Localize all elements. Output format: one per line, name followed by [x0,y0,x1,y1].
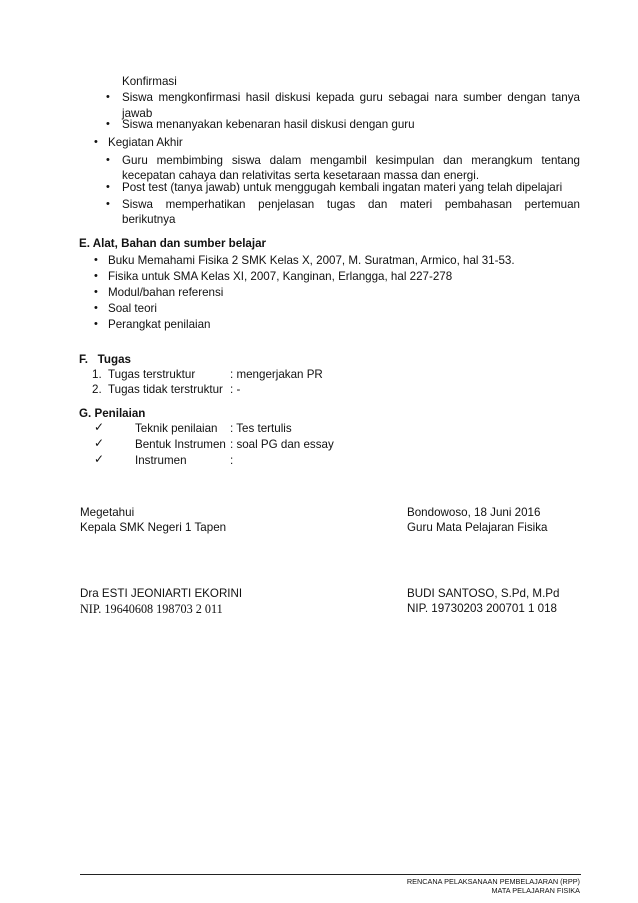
bullet-icon: • [94,286,98,298]
section-e-item-4: Soal teori [108,302,157,315]
konfirmasi-item-2: Siswa menanyakan kebenaran hasil diskusi dengan guru [122,118,415,131]
signature-left-nip: NIP. 19640608 198703 2 011 [80,602,223,616]
penilaian-label-2: Bentuk Instrumen [135,438,226,451]
signature-right-nip: NIP. 19730203 200701 1 018 [407,602,557,615]
tugas-num-1: 1. [92,368,102,381]
section-e-item-5: Perangkat penilaian [108,318,211,331]
penilaian-value-1: : Tes tertulis [230,422,292,435]
tugas-num-2: 2. [92,383,102,396]
kegiatan-akhir-item-1-cont: kecepatan cahaya dan relativitas serta kesetaraan massa dan energi. [122,169,480,182]
bullet-icon: • [106,118,110,130]
bullet-icon: • [106,181,110,193]
section-g-heading: G. Penilaian [79,407,146,420]
bullet-icon: • [94,270,98,282]
section-e-item-2: Fisika untuk SMA Kelas XI, 2007, Kanginan, Erlangga, hal 227-278 [108,270,453,283]
bullet-icon: • [94,254,98,266]
footer-line1: RENCANA PELAKSANAAN PEMBELAJARAN (RPP) [406,877,580,886]
tugas-value-2: : - [230,383,241,396]
bullet-icon: • [106,154,110,166]
signature-right-name: BUDI SANTOSO, S.Pd, M.Pd [407,587,560,600]
section-e-item-1: Buku Memahami Fisika 2 SMK Kelas X, 2007, M. Suratman, Armico, hal 31-53. [108,254,515,267]
konfirmasi-item-1-cont: jawab [122,107,153,120]
section-e-heading: E. Alat, Bahan dan sumber belajar [79,237,267,250]
kegiatan-akhir-item-1: Guru membimbing siswa dalam mengambil kesimpulan dan merangkum tentang [122,154,580,167]
check-icon: ✓ [94,452,105,466]
bullet-icon: • [94,136,98,148]
konfirmasi-item-1: Siswa mengkonfirmasi hasil diskusi kepada guru sebagai nara sumber dengan tanya [122,91,580,104]
signature-right-line1: Bondowoso, 18 Juni 2016 [407,506,541,519]
footer-line2: MATA PELAJARAN FISIKA [491,886,580,895]
check-icon: ✓ [94,420,105,434]
section-e-item-3: Modul/bahan referensi [108,286,224,299]
kegiatan-akhir-item-3-cont: berikutnya [122,213,176,226]
tugas-label-2: Tugas tidak terstruktur [108,383,223,396]
penilaian-label-1: Teknik penilaian [135,422,218,435]
kegiatan-akhir-item-3: Siswa memperhatikan penjelasan tugas dan materi pembahasan pertemuan [122,198,580,211]
konfirmasi-heading: Konfirmasi [122,75,177,88]
signature-right-line2: Guru Mata Pelajaran Fisika [407,521,548,534]
penilaian-label-3: Instrumen [135,454,187,467]
check-icon: ✓ [94,436,105,450]
penilaian-value-3: : [230,454,234,467]
bullet-icon: • [106,198,110,210]
bullet-icon: • [106,91,110,103]
tugas-label-1: Tugas terstruktur [108,368,196,381]
kegiatan-akhir-heading: Kegiatan Akhir [108,136,183,149]
kegiatan-akhir-item-2: Post test (tanya jawab) untuk menggugah kembali ingatan materi yang telah dipelajari [122,181,563,194]
tugas-value-1: : mengerjakan PR [230,368,323,381]
section-f-heading: F. Tugas [79,353,131,366]
footer-rule [80,874,581,875]
signature-left-name: Dra ESTI JEONIARTI EKORINI [80,587,243,600]
penilaian-value-2: : soal PG dan essay [230,438,334,451]
bullet-icon: • [94,318,98,330]
signature-left-line2: Kepala SMK Negeri 1 Tapen [80,521,227,534]
bullet-icon: • [94,302,98,314]
signature-left-line1: Megetahui [80,506,135,519]
